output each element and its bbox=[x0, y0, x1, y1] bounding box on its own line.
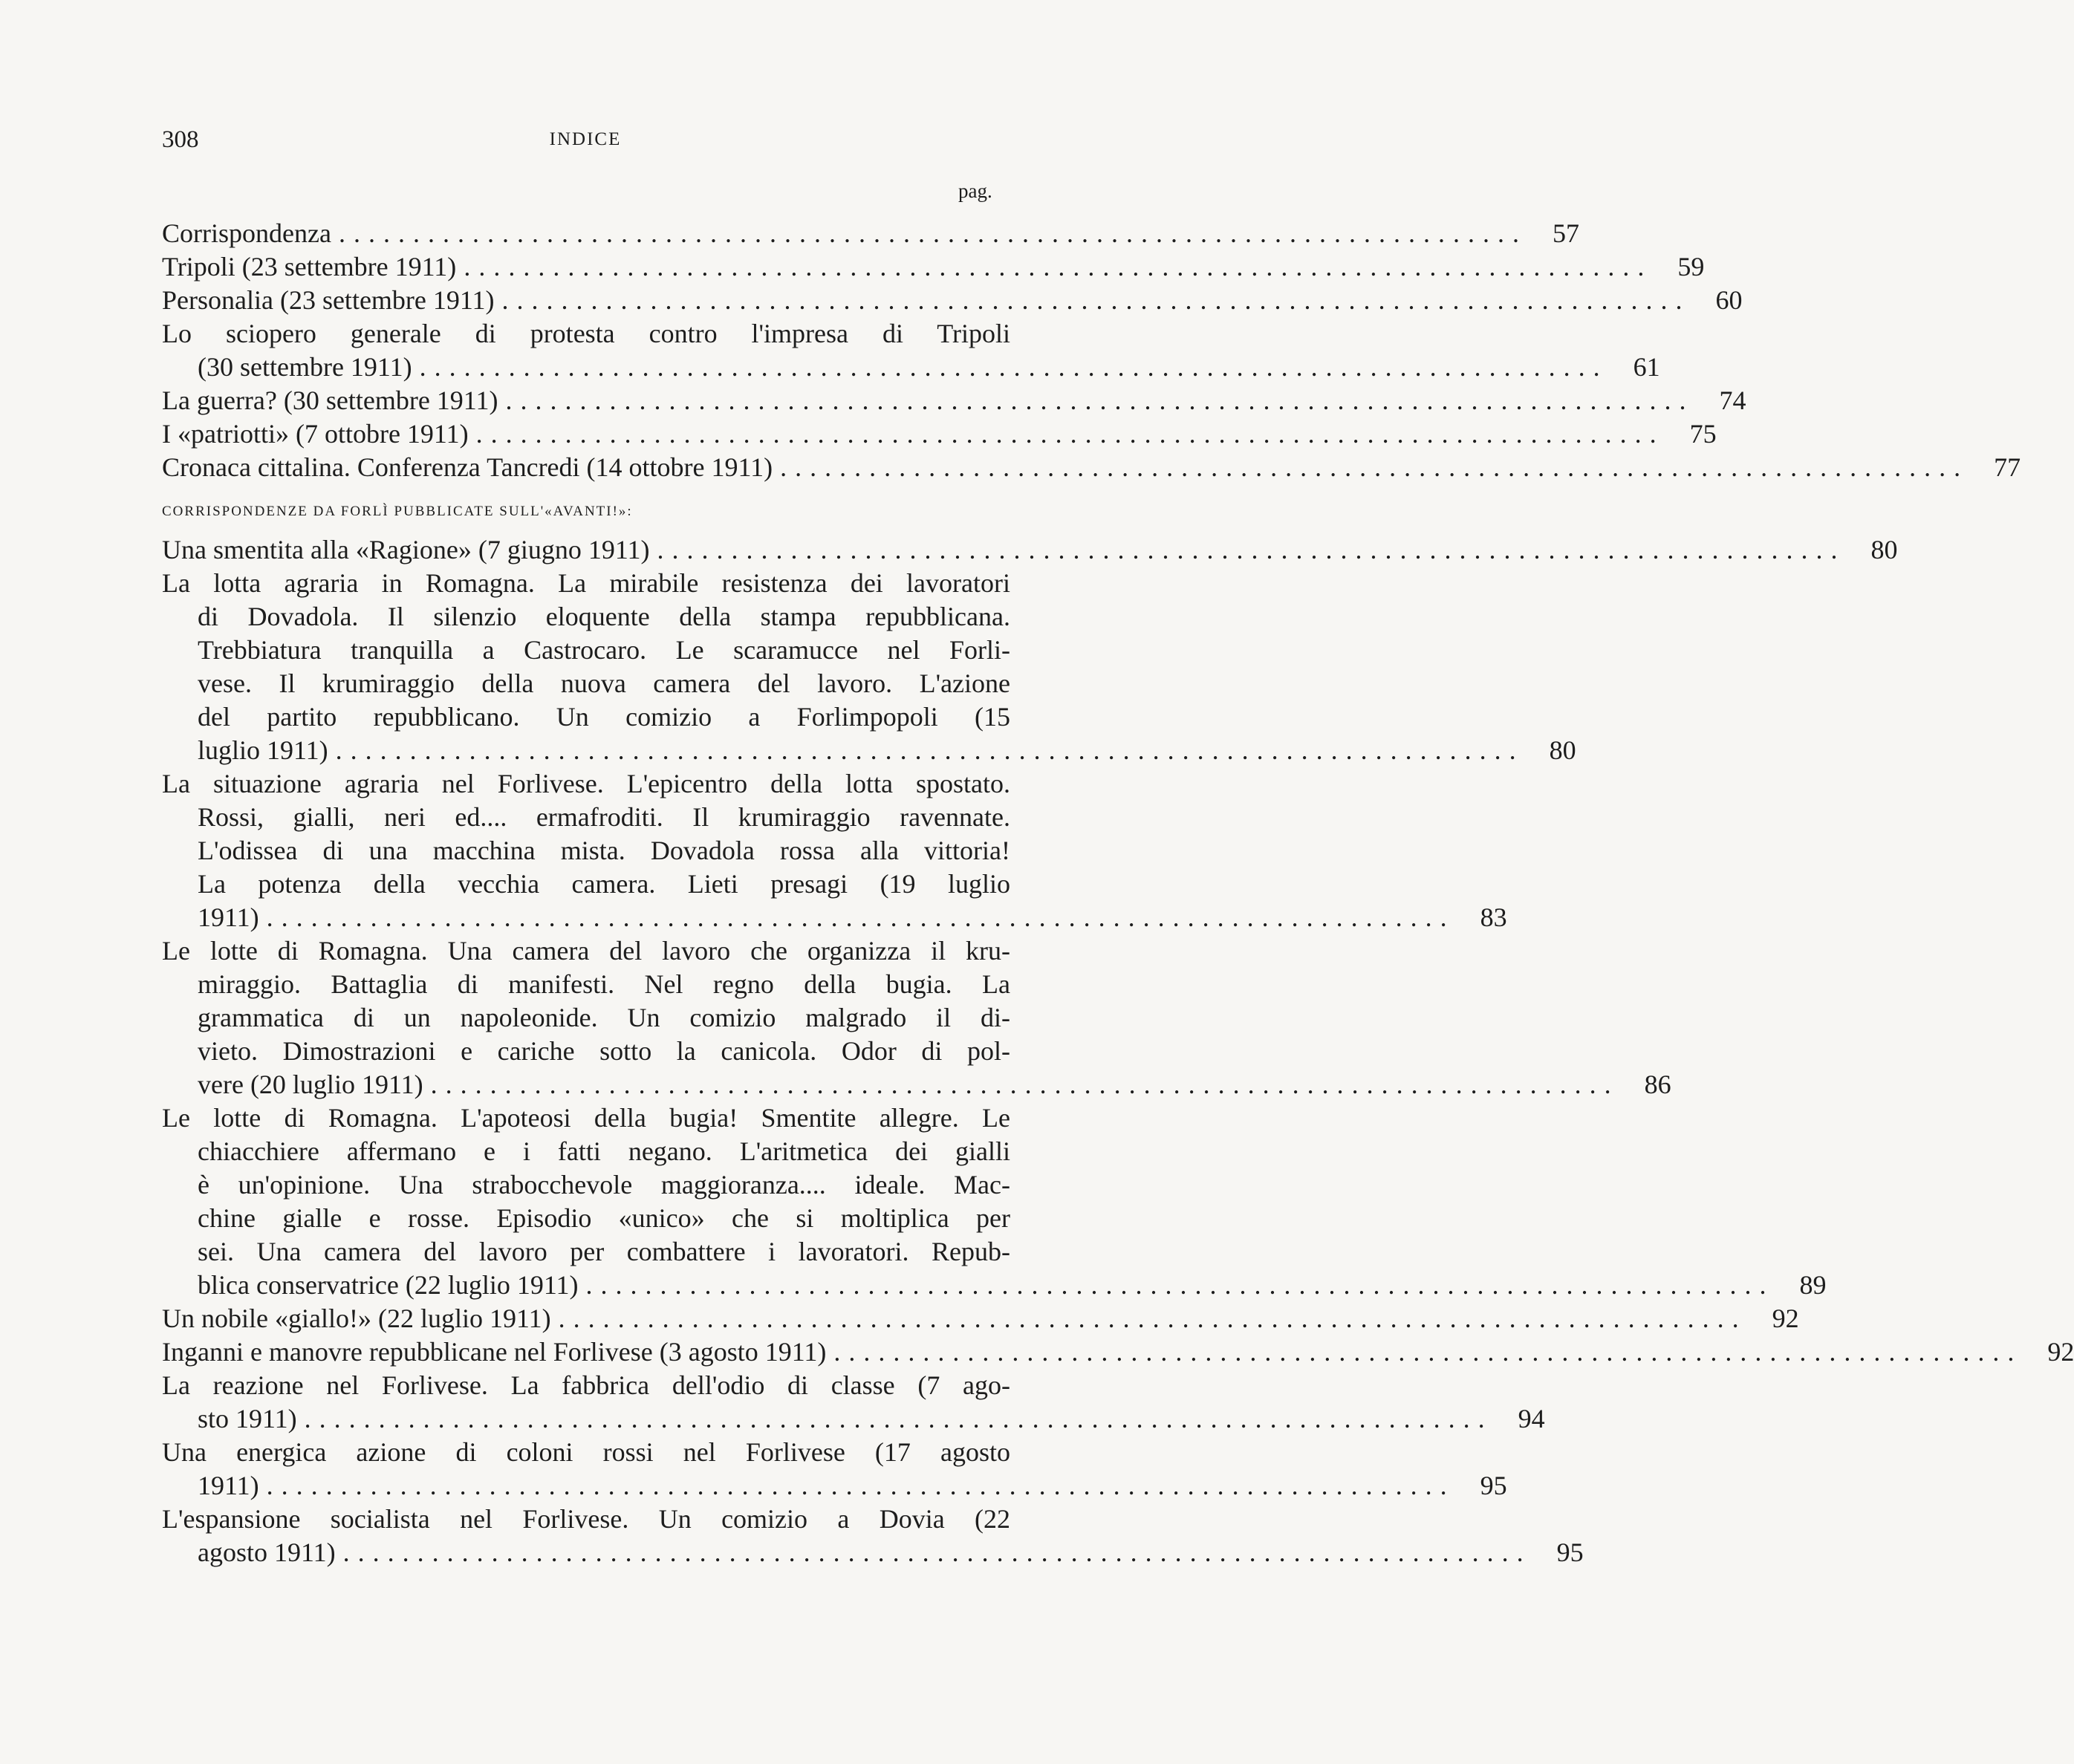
toc-entry-line: del partito repubblicano. Un comizio a Forlimpopoli (15 bbox=[198, 702, 1010, 732]
toc-page-number: 77 bbox=[1994, 452, 2021, 482]
toc-entry bbox=[162, 451, 2021, 484]
toc-entry-line: grammatica di un napoleonide. Un comizio malgrado il di- bbox=[198, 1003, 1010, 1032]
toc-page-number: 92 bbox=[1772, 1304, 1799, 1333]
toc-entry-line: vese. Il krumiraggio della nuova camera del lavoro. L'azione bbox=[198, 668, 1010, 698]
toc-entry-title: Corrispondenza bbox=[162, 218, 331, 248]
toc-entry-last-line bbox=[162, 734, 1576, 767]
toc-entry bbox=[162, 767, 1507, 934]
toc-page-number: 83 bbox=[1480, 902, 1507, 932]
toc-entry-line: L'odissea di una macchina mista. Dovadola rossa alla vittoria! bbox=[198, 836, 1010, 865]
toc-entry bbox=[162, 567, 1576, 767]
toc-page-number: 59 bbox=[1677, 252, 1705, 281]
toc-entry-last-line bbox=[162, 384, 1746, 417]
toc-entry-title: Inganni e manovre repubblicane nel Forlivese (3 agosto 1911) bbox=[162, 1337, 827, 1367]
toc-group-avanti bbox=[162, 533, 2074, 1569]
toc-entry-last-line bbox=[162, 284, 1743, 317]
toc-entry-line: Trebbiatura tranquilla a Castrocaro. Le scaramucce nel Forli- bbox=[198, 635, 1010, 665]
toc-entry bbox=[162, 384, 1746, 417]
leader-dots: ................................................................................ bbox=[501, 285, 1691, 315]
toc-entry bbox=[162, 250, 1705, 284]
leader-dots: ................................................................................ bbox=[430, 1070, 1619, 1099]
toc-entry bbox=[162, 1101, 1827, 1302]
toc-entry-line: miraggio. Battaglia di manifesti. Nel regno della bugia. La bbox=[198, 969, 1010, 999]
toc-entry-line: di Dovadola. Il silenzio eloquente della stampa repubblicana. bbox=[198, 602, 1010, 631]
toc-entry bbox=[162, 533, 1898, 567]
leader-dots: ................................................................................ bbox=[266, 902, 1455, 932]
toc-page-number: 95 bbox=[1480, 1471, 1507, 1500]
leader-dots: ................................................................................ bbox=[304, 1404, 1493, 1433]
leader-dots: ................................................................................ bbox=[419, 352, 1608, 382]
toc-entry-last-line bbox=[162, 533, 1898, 567]
toc-entry-title: Una smentita alla «Ragione» (7 giugno 1911) bbox=[162, 535, 650, 564]
toc-entry-last-line bbox=[162, 1068, 1671, 1101]
toc-entry-line: Lo sciopero generale di protesta contro l'impresa di Tripoli bbox=[162, 319, 1010, 348]
toc-entry-last-line bbox=[162, 1302, 1799, 1335]
section-heading: CORRISPONDENZE DA FORLÌ PUBBLICATE SULL'«AVANTI!»: bbox=[162, 504, 633, 519]
toc-entry-title: sto 1911) bbox=[198, 1404, 297, 1433]
toc-entry-line: La situazione agraria nel Forlivese. L'epicentro della lotta spostato. bbox=[162, 769, 1010, 798]
toc-entry-line: La lotta agraria in Romagna. La mirabile resistenza dei lavoratori bbox=[162, 568, 1010, 598]
toc-entry-line: chiacchiere affermano e i fatti negano. L'aritmetica dei gialli bbox=[198, 1136, 1010, 1166]
toc-entry bbox=[162, 1436, 1507, 1503]
toc-entry-line: Una energica azione di coloni rossi nel Forlivese (17 agosto bbox=[162, 1437, 1010, 1467]
leader-dots: ................................................................................ bbox=[780, 452, 1969, 482]
toc-entry bbox=[162, 1335, 2074, 1369]
toc-entry-title: 1911) bbox=[198, 902, 259, 932]
toc-entry-title: blica conservatrice (22 luglio 1911) bbox=[198, 1270, 579, 1300]
toc-entry-last-line bbox=[162, 1269, 1827, 1302]
leader-dots: ................................................................................ bbox=[505, 385, 1694, 415]
leader-dots: ................................................................................ bbox=[338, 218, 1527, 248]
leader-dots: ................................................................................ bbox=[342, 1537, 1532, 1567]
toc-entry-line: Rossi, gialli, neri ed.... ermafroditi. Il krumiraggio ravennate. bbox=[198, 802, 1010, 832]
toc-entry-title: I «patriotti» (7 ottobre 1911) bbox=[162, 419, 469, 449]
leader-dots: ................................................................................ bbox=[464, 252, 1653, 281]
table-of-contents bbox=[162, 217, 2074, 1569]
toc-entry-line: L'espansione socialista nel Forlivese. Un comizio a Dovia (22 bbox=[162, 1504, 1010, 1534]
toc-entry-line: La reazione nel Forlivese. La fabbrica dell'odio di classe (7 ago- bbox=[162, 1370, 1010, 1400]
toc-page-number: 89 bbox=[1799, 1270, 1827, 1300]
toc-group-general bbox=[162, 217, 2021, 484]
toc-entry-line: chine gialle e rosse. Episodio «unico» che si moltiplica per bbox=[198, 1203, 1010, 1233]
toc-entry bbox=[162, 1503, 1584, 1569]
toc-entry bbox=[162, 934, 1671, 1101]
leader-dots: ................................................................................ bbox=[475, 419, 1665, 449]
toc-entry-last-line bbox=[162, 351, 1660, 384]
leader-dots: ................................................................................ bbox=[558, 1304, 1747, 1333]
toc-entry-title: vere (20 luglio 1911) bbox=[198, 1070, 423, 1099]
toc-page-number: 92 bbox=[2047, 1337, 2074, 1367]
toc-entry-line: vieto. Dimostrazioni e cariche sotto la canicola. Odor di pol- bbox=[198, 1036, 1010, 1066]
leader-dots: ................................................................................ bbox=[833, 1337, 2023, 1367]
toc-entry-title: La guerra? (30 settembre 1911) bbox=[162, 385, 498, 415]
toc-entry-title: agosto 1911) bbox=[198, 1537, 336, 1567]
toc-entry-line: Le lotte di Romagna. L'apoteosi della bugia! Smentite allegre. Le bbox=[162, 1103, 1010, 1133]
toc-entry-last-line bbox=[162, 1536, 1584, 1569]
toc-entry-title: 1911) bbox=[198, 1471, 259, 1500]
toc-entry-line: La potenza della vecchia camera. Lieti presagi (19 luglio bbox=[198, 869, 1010, 899]
toc-entry-last-line bbox=[162, 417, 1717, 451]
leader-dots: ................................................................................ bbox=[266, 1471, 1455, 1500]
toc-entry-last-line bbox=[162, 250, 1705, 284]
toc-page-number: 80 bbox=[1549, 735, 1576, 765]
toc-entry-title: Cronaca cittalina. Conferenza Tancredi (14 ottobre 1911) bbox=[162, 452, 773, 482]
toc-entry-last-line bbox=[162, 451, 2021, 484]
toc-page-number: 61 bbox=[1633, 352, 1660, 382]
toc-entry-last-line bbox=[162, 1469, 1507, 1503]
toc-entry bbox=[162, 417, 1717, 451]
leader-dots: ................................................................................ bbox=[585, 1270, 1775, 1300]
toc-entry-title: (30 settembre 1911) bbox=[198, 352, 412, 382]
toc-page-number: 95 bbox=[1556, 1537, 1584, 1567]
toc-entry bbox=[162, 317, 1660, 384]
toc-entry-line: è un'opinione. Una strabocchevole maggioranza.... ideale. Mac- bbox=[198, 1170, 1010, 1200]
toc-entry-last-line bbox=[162, 901, 1507, 934]
toc-entry-title: Tripoli (23 settembre 1911) bbox=[162, 252, 457, 281]
leader-dots: ................................................................................ bbox=[657, 535, 1846, 564]
toc-page-number: 86 bbox=[1644, 1070, 1671, 1099]
toc-entry-title: Personalia (23 settembre 1911) bbox=[162, 285, 495, 315]
page-column-label: pag. bbox=[958, 180, 992, 202]
toc-page-number: 94 bbox=[1518, 1404, 1545, 1433]
toc-entry bbox=[162, 1302, 1799, 1335]
running-title: INDICE bbox=[549, 129, 622, 149]
toc-entry-title: Un nobile «giallo!» (22 luglio 1911) bbox=[162, 1304, 551, 1333]
toc-entry-line: Le lotte di Romagna. Una camera del lavoro che organizza il kru- bbox=[162, 936, 1010, 966]
toc-page-number: 74 bbox=[1719, 385, 1746, 415]
page-number: 308 bbox=[162, 126, 199, 153]
toc-entry bbox=[162, 284, 1743, 317]
toc-page-number: 57 bbox=[1552, 218, 1579, 248]
toc-page-number: 75 bbox=[1689, 419, 1717, 449]
toc-entry-last-line bbox=[162, 217, 1579, 250]
toc-entry-title: luglio 1911) bbox=[198, 735, 328, 765]
toc-entry bbox=[162, 217, 1579, 250]
toc-entry-last-line bbox=[162, 1335, 2074, 1369]
toc-page-number: 80 bbox=[1870, 535, 1898, 564]
toc-entry-last-line bbox=[162, 1402, 1545, 1436]
toc-entry bbox=[162, 1369, 1545, 1436]
page-header bbox=[162, 126, 1009, 156]
toc-entry-line: sei. Una camera del lavoro per combattere i lavoratori. Repub- bbox=[198, 1237, 1010, 1266]
leader-dots: ................................................................................ bbox=[335, 735, 1524, 765]
toc-page-number: 60 bbox=[1715, 285, 1743, 315]
